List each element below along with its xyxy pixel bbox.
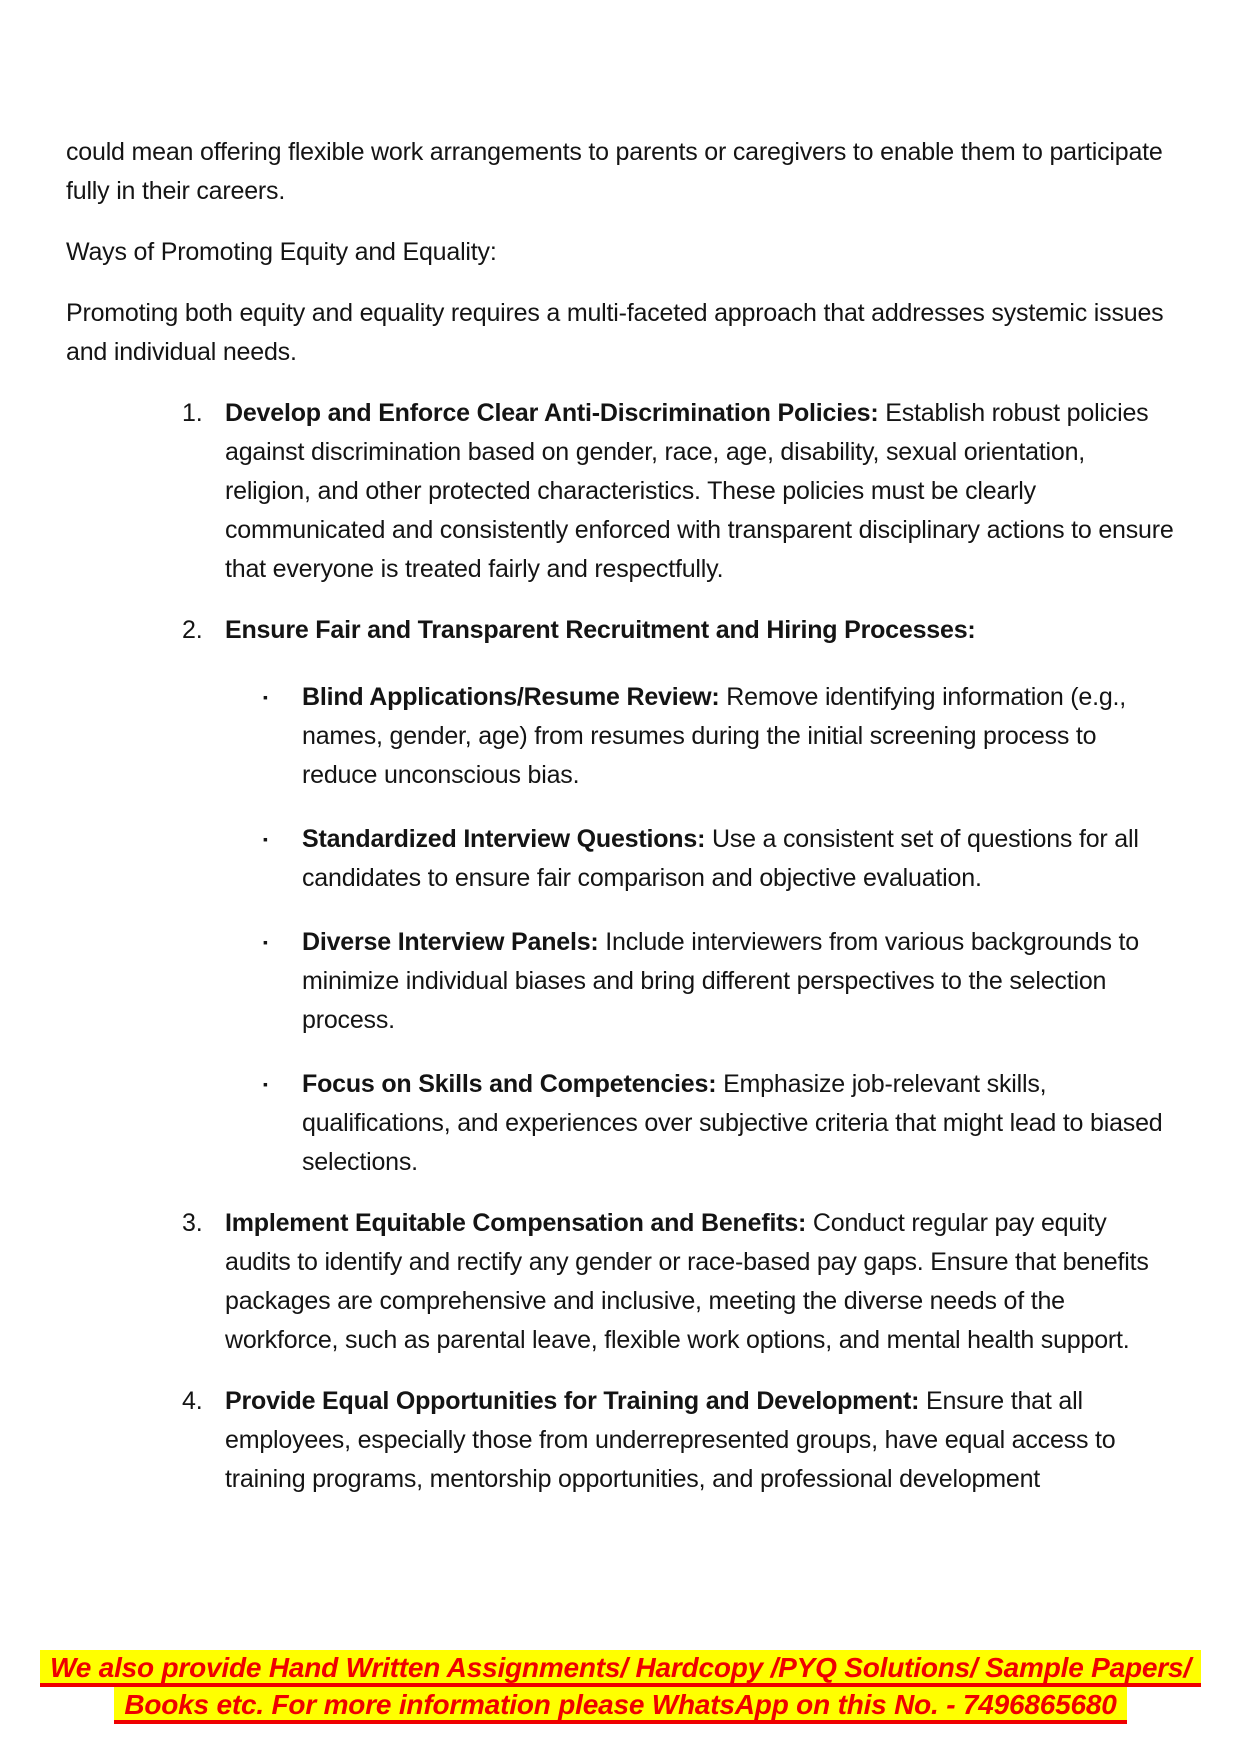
paragraph-continuation: could mean offering flexible work arrangements to parents or caregivers to enable them to participate fully in their careers. (66, 138, 1163, 205)
list-item-title: Implement Equitable Compensation and Benefits: (225, 1209, 807, 1237)
numbered-list (66, 394, 1175, 1499)
square-bullet-icon: ▪ (263, 689, 268, 705)
sub-bullet-title: Diverse Interview Panels: (302, 928, 599, 956)
sub-bullet-body: Include interviewers from various backgrounds to minimize individual biases and bring different perspectives to the selection process. (302, 928, 1140, 1034)
sub-bullet-item-1 (263, 678, 1175, 795)
promo-banner-text-2: Books etc. For more information please WhatsApp on this No. - 7496865680 (114, 1687, 1126, 1724)
section-heading: Ways of Promoting Equity and Equality: (66, 238, 497, 266)
square-bullet-icon: ▪ (263, 1076, 268, 1092)
list-item-3 (182, 1204, 1175, 1360)
list-item-body: Ensure that all employees, especially those from underrepresented groups, have equal access to training programs, mentorship opportunities, and professional development (225, 1387, 1116, 1493)
sub-bullet-item-2 (263, 820, 1175, 898)
list-item-1 (182, 394, 1175, 589)
sub-bullet-title: Focus on Skills and Competencies: (302, 1070, 717, 1098)
list-item-number: 3. (182, 1209, 203, 1237)
promo-banner-text-1: We also provide Hand Written Assignments/ Hardcopy /PYQ Solutions/ Sample Papers/ (40, 1650, 1201, 1687)
paragraph-intro: Promoting both equity and equality requires a multi-faceted approach that addresses systemic issues and individual needs. (66, 299, 1164, 366)
sub-bullet-title: Blind Applications/Resume Review: (302, 683, 720, 711)
list-item-body: Conduct regular pay equity audits to identify and rectify any gender or race-based pay gaps. Ensure that benefits packages are comprehensive and inclusive, meeting the diverse needs of the workforce, such as parental leave, flexible work options, and mental health support. (225, 1209, 1149, 1354)
list-item-number: 2. (182, 616, 203, 644)
sub-bullet-body: Remove identifying information (e.g., names, gender, age) from resumes during the initial screening process to reduce unconscious bias. (302, 683, 1127, 789)
list-item-number: 1. (182, 399, 203, 427)
list-item-2 (182, 611, 1175, 1182)
promo-banner-line-1 (0, 1650, 1241, 1687)
square-bullet-icon: ▪ (263, 934, 268, 950)
document-page (66, 133, 1175, 1521)
list-item-title: Ensure Fair and Transparent Recruitment and Hiring Processes: (225, 616, 976, 644)
list-item-4 (182, 1382, 1175, 1499)
promo-banner (0, 1650, 1241, 1724)
list-item-body: Establish robust policies against discrimination based on gender, race, age, disability, sexual orientation, religion, and other protected characteristics. These policies must be clearly communicated and consistently enforced with transparent disciplinary actions to ensure that everyone is treated fairly and respectfully. (225, 399, 1174, 583)
sub-bullet-item-4 (263, 1065, 1175, 1182)
list-item-title: Provide Equal Opportunities for Training and Development: (225, 1387, 920, 1415)
square-bullet-icon: ▪ (263, 831, 268, 847)
sub-bullet-item-3 (263, 923, 1175, 1040)
list-item-title: Develop and Enforce Clear Anti-Discrimination Policies: (225, 399, 879, 427)
list-item-number: 4. (182, 1387, 203, 1415)
promo-banner-line-2 (0, 1687, 1241, 1724)
sub-bullet-list (225, 678, 1175, 1182)
sub-bullet-title: Standardized Interview Questions: (302, 825, 706, 853)
sub-bullet-body: Use a consistent set of questions for all candidates to ensure fair comparison and objective evaluation. (302, 825, 1139, 892)
sub-bullet-body: Emphasize job-relevant skills, qualifications, and experiences over subjective criteria that might lead to biased selections. (302, 1070, 1163, 1176)
